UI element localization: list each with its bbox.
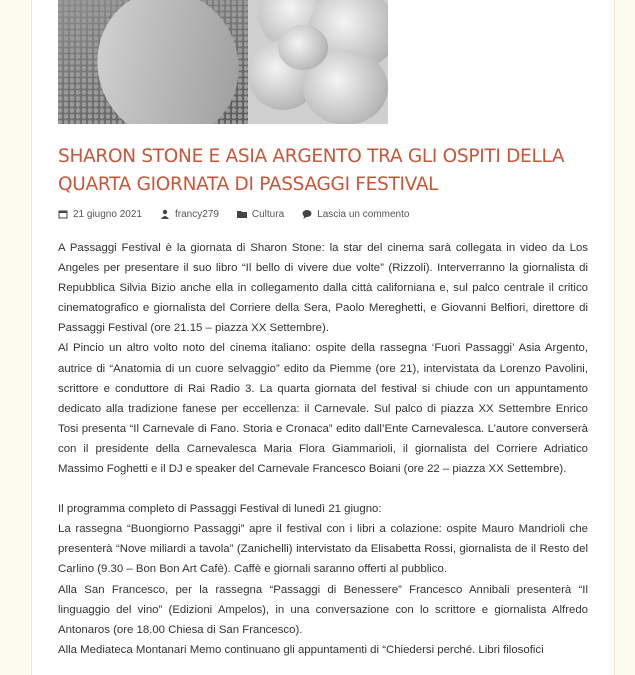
paragraph: Alla Mediateca Montanari Memo continuano gli appuntamenti di “Chiedersi perché. Libri filosofici: [58, 643, 544, 656]
folder-icon: [237, 209, 247, 219]
post-category[interactable]: [237, 209, 284, 220]
user-icon: [160, 209, 170, 219]
paragraph: Al Pincio un altro volto noto del cinema italiano: ospite della rassegna ‘Fuori Passaggi’ Asia Argento, autrice di “Anatomia di un cuore selvaggio” edito da Piemme (ore 21), intervistata da Lorenzo Pavolini, scrittore e conduttore di Rai Radio 3. La quarta giornata del festival si chiude con un appuntamento dedicato alla tradizione fanese per eccellenza: il Carnevale. Sul palco di piazza XX Settembre Enrico Tosi presenta “Il Carnevale di Fano. Storia e Cronaca” edito dall’Ente Carnevalesca. L’autore converserà con il presidente della Carnevalesca Maria Flora Giammarioli, il giornalista del Corriere Adriatico Massimo Foghetti e il DJ e speaker del Carnevale Francesco Boiani (ore 22 – piazza XX Settembre).: [58, 342, 588, 476]
post-comments-label: Lascia un commento: [317, 208, 410, 220]
post-card: [31, 0, 615, 675]
post-content: [58, 238, 588, 660]
paragraph: Alla San Francesco, per la rassegna “Passaggi di Benessere” Francesco Annibali presenterà “Il linguaggio del vino” (Edizioni Ampelos), in una conversazione con lo scrittore e giornalista Alfredo Antonaros (ore 18.00 Chiesa di San Francesco).: [58, 583, 588, 636]
paragraph: La rassegna “Buongiorno Passaggi” apre il festival con i libri a colazione: ospite Mauro Mandrioli che presenterà “Nove miliardi a tavola” (Zanichelli) intervistato da Elisabetta Rossi, giornalista de il Resto del Carlino (9.30 – Bon Bon Art Cafè). Caffè e giornali saranno offerti al pubblico.: [58, 523, 588, 576]
post-comments-link[interactable]: [302, 209, 409, 220]
featured-image[interactable]: [58, 0, 388, 124]
post-date-label: 21 giugno 2021: [73, 208, 142, 220]
paragraph: Il programma completo di Passaggi Festival di lunedì 21 giugno:: [58, 503, 382, 516]
comment-icon: [302, 209, 312, 219]
post-title[interactable]: SHARON STONE E ASIA ARGENTO TRA GLI OSPITI DELLA QUARTA GIORNATA DI PASSAGGI FESTIVAL: [58, 146, 565, 195]
post-date[interactable]: [58, 209, 142, 220]
paragraph: A Passaggi Festival è la giornata di Sharon Stone: la star del cinema sarà collegata in video da Los Angeles per presentare il suo libro “Il bello di vivere due volte” (Rizzoli). Interverranno la giornalista di Repubblica Silvia Bizio anche ella in collegamento dalla città californiana e, sul palco centrale il critico cinematografico e giornalista del Corriere della Sera, Paolo Mereghetti, e Giovanni Belfiori, direttore di Passaggi Festival (ore 21.15 – piazza XX Settembre).: [58, 242, 588, 335]
post-category-label: Cultura: [251, 208, 285, 220]
calendar-icon: [58, 209, 68, 219]
post-author-label: francy279: [174, 208, 219, 220]
post-author[interactable]: [160, 209, 219, 220]
post-meta: [58, 206, 427, 222]
image-flowers-area: [248, 0, 388, 124]
